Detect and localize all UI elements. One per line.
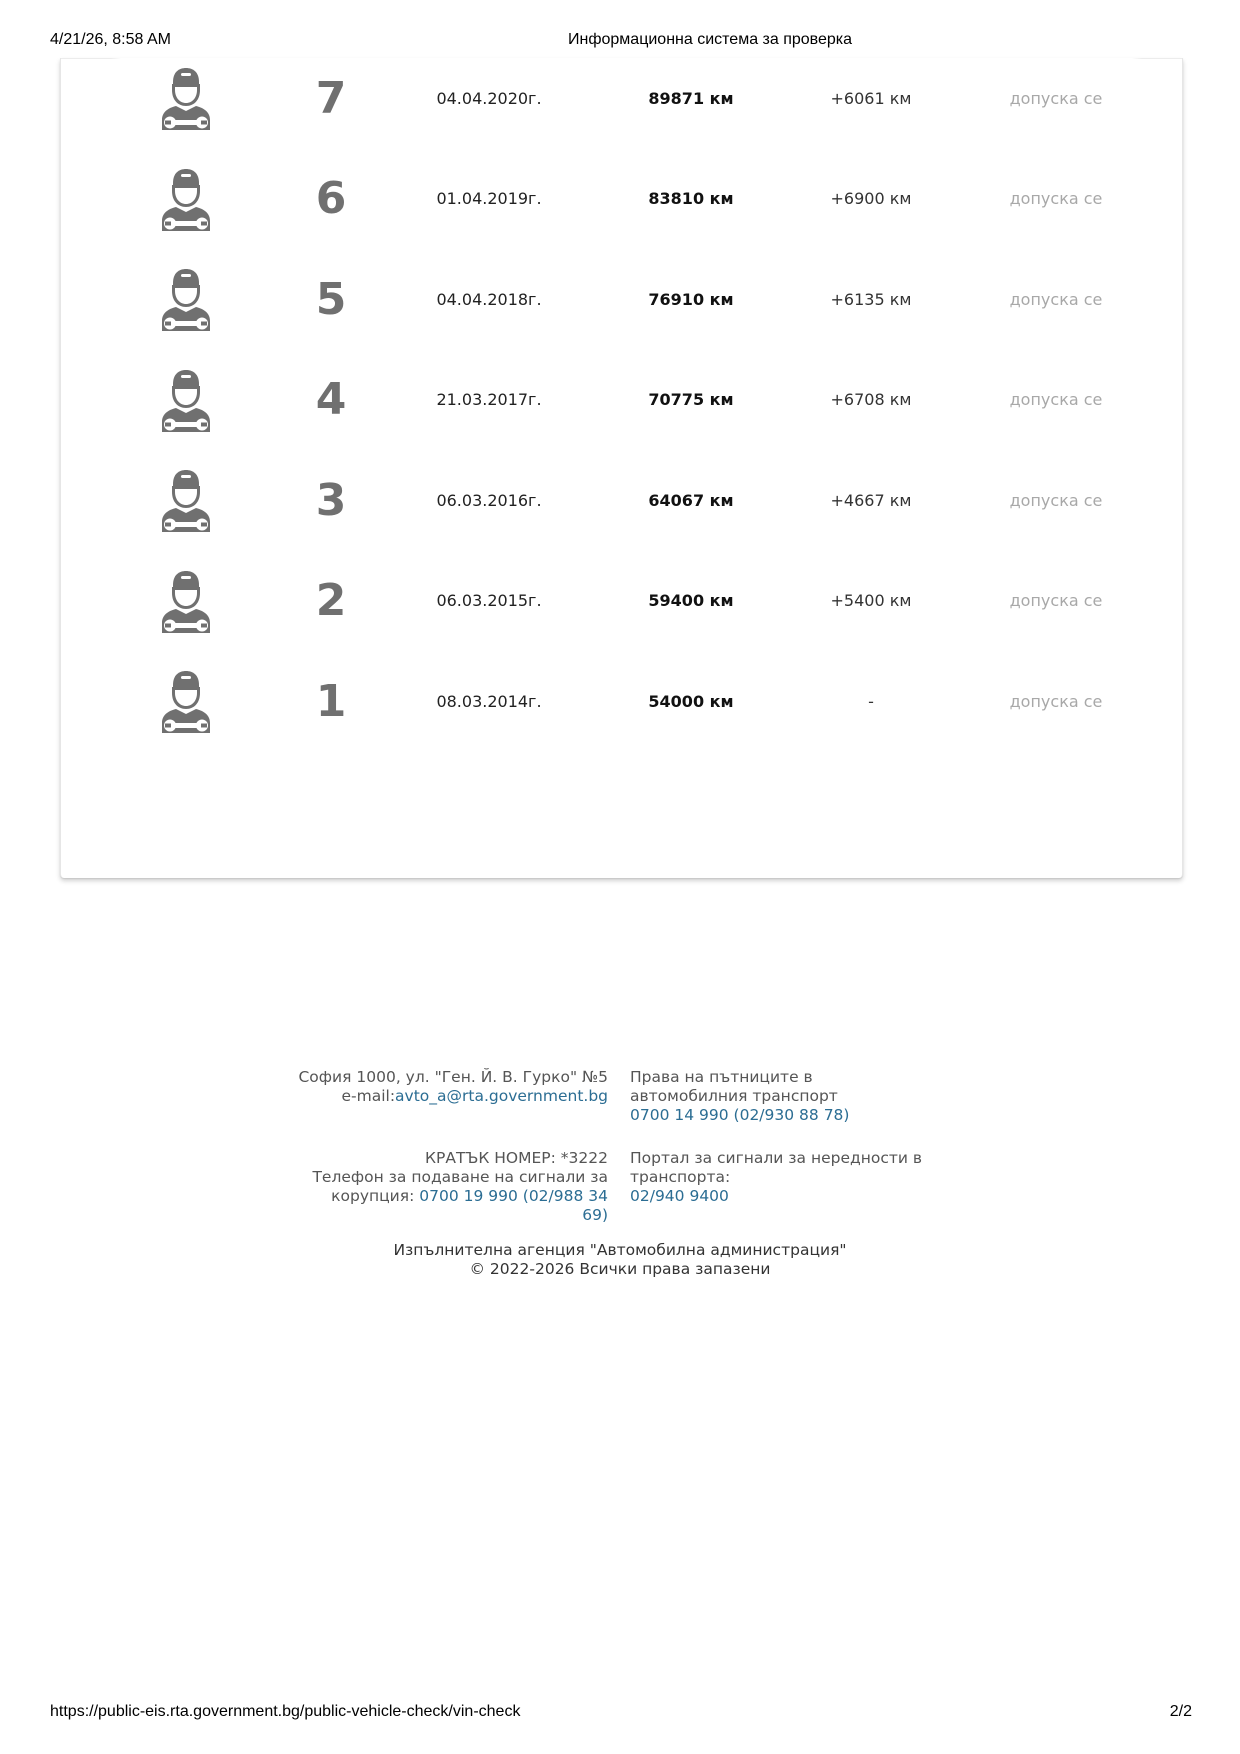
odometer-difference: +6900 км (830, 189, 912, 208)
odometer-difference: - (868, 691, 874, 711)
print-datetime: 4/21/26, 8:58 AM (50, 31, 171, 48)
mechanic-icon (158, 468, 214, 532)
inspection-date: 01.04.2019г. (436, 189, 542, 208)
mechanic-icon (158, 267, 214, 331)
footer-agency: Изпълнителна агенция "Автомобилна администрация" (393, 1241, 847, 1259)
inspection-icon-cell (151, 645, 221, 757)
inspection-date: 08.03.2014г. (436, 691, 542, 711)
inspection-row (61, 42, 1184, 154)
odometer-difference: +6708 км (830, 390, 912, 409)
inspection-icon-cell (151, 243, 221, 355)
inspection-status: допуска се (1009, 490, 1103, 510)
inspection-row (61, 344, 1184, 456)
footer-corruption-label: Телефон за подаване на сигнали за корупция: (312, 1168, 608, 1205)
footer-copyright-block (0, 1241, 1240, 1279)
inspection-icon-cell (151, 545, 221, 657)
inspection-status: допуска се (1009, 691, 1103, 711)
mechanic-icon (158, 66, 214, 130)
inspection-status: допуска се (1009, 289, 1103, 309)
inspection-date: 04.04.2018г. (436, 289, 542, 309)
odometer-reading: 64067 км (648, 490, 734, 510)
footer-copyright: © 2022-2026 Всички права запазени (469, 1260, 771, 1278)
mechanic-icon (158, 368, 214, 432)
footer-email-line (298, 1087, 608, 1106)
footer-passenger-rights-phone[interactable]: 0700 14 990 (02/930 88 78) (630, 1106, 850, 1124)
odometer-reading: 54000 км (648, 691, 734, 711)
inspection-row (61, 444, 1184, 556)
inspection-icon-cell (151, 42, 221, 154)
inspection-icon-cell (151, 444, 221, 556)
footer-address: София 1000, ул. "Ген. Й. В. Гурко" №5 (298, 1068, 608, 1086)
odometer-reading: 70775 км (648, 390, 734, 409)
inspection-row (61, 545, 1184, 657)
print-footer (0, 1703, 1240, 1725)
odometer-reading: 89871 км (648, 88, 734, 108)
print-url: https://public-eis.rta.government.bg/public-vehicle-check/vin-check (50, 1703, 521, 1720)
footer-short-number: КРАТЪК НОМЕР: *3222 (425, 1149, 608, 1167)
inspection-number: 1 (315, 675, 347, 727)
inspection-number: 2 (315, 575, 347, 626)
inspection-status: допуска се (1009, 189, 1103, 208)
inspection-date: 04.04.2020г. (436, 88, 542, 108)
odometer-reading: 76910 км (648, 289, 734, 309)
mechanic-icon (158, 669, 214, 733)
odometer-difference: +6135 км (830, 289, 912, 309)
inspection-row (61, 645, 1184, 757)
inspection-status: допуска се (1009, 390, 1103, 409)
inspection-icon-cell (151, 344, 221, 456)
footer-passenger-rights-block (630, 1068, 930, 1125)
inspection-date: 06.03.2016г. (436, 490, 542, 510)
footer-email-label: e-mail: (341, 1087, 396, 1105)
footer-corruption-phone[interactable]: 0700 19 990 (02/988 34 69) (419, 1187, 608, 1224)
print-page-title: Информационна система за проверка (568, 31, 853, 48)
odometer-difference: +6061 км (830, 88, 912, 108)
print-page-number: 2/2 (1169, 1703, 1192, 1720)
inspection-status: допуска се (1009, 591, 1103, 610)
mechanic-icon (158, 167, 214, 231)
inspection-number: 3 (315, 474, 347, 526)
footer-portal-label: Портал за сигнали за нередности в транспорта: (630, 1149, 923, 1186)
mechanic-icon (158, 569, 214, 633)
footer-portal-phone[interactable]: 02/940 9400 (630, 1187, 729, 1205)
footer-portal-block (630, 1149, 930, 1206)
inspection-status: допуска се (1009, 88, 1103, 108)
inspection-icon-cell (151, 143, 221, 255)
inspection-history-card (60, 58, 1183, 878)
inspection-row (61, 243, 1184, 355)
inspection-number: 7 (315, 72, 347, 124)
odometer-reading: 59400 км (648, 591, 734, 610)
footer-corruption-line (308, 1168, 608, 1225)
inspection-number: 5 (315, 273, 347, 325)
inspection-date: 21.03.2017г. (436, 390, 542, 409)
inspection-number: 4 (315, 374, 347, 425)
footer-passenger-rights-label: Права на пътниците в автомобилния транспорт (630, 1068, 838, 1105)
inspection-number: 6 (315, 173, 347, 224)
footer-address-block (298, 1068, 608, 1106)
odometer-difference: +5400 км (830, 591, 912, 610)
odometer-reading: 83810 км (648, 189, 734, 208)
inspection-row (61, 143, 1184, 255)
inspection-date: 06.03.2015г. (436, 591, 542, 610)
footer-short-number-block (308, 1149, 608, 1225)
odometer-difference: +4667 км (830, 490, 912, 510)
footer-email-link[interactable]: avto_a@rta.government.bg (395, 1087, 608, 1105)
